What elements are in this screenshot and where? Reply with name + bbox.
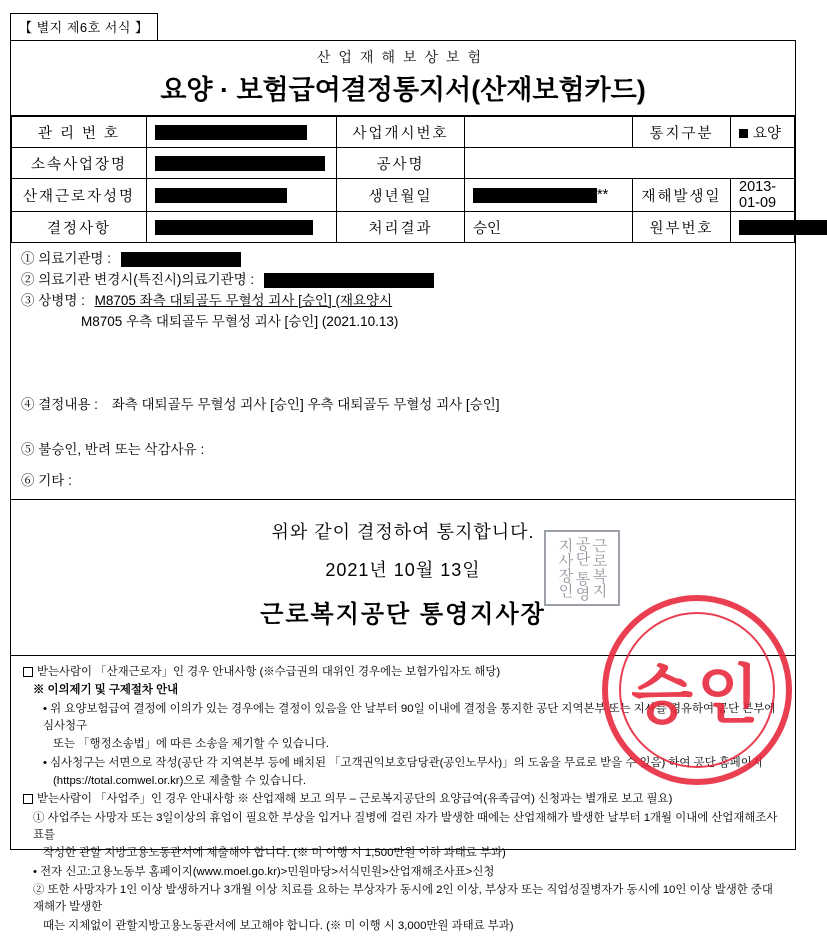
redaction-bar xyxy=(264,273,434,288)
checkbox-icon xyxy=(23,667,33,677)
detail-spacer-1 xyxy=(21,333,785,395)
label-decision-item: 결정사항 xyxy=(12,212,147,243)
redaction-bar xyxy=(155,188,287,203)
notice-line-5: • 심사청구는 서면으로 작성(공단 각 지역본부 등에 배치된 「고객권익보호담당관(공인노무사)」의 도움을 무료로 받을 수 있음) 하여 공단 홈페이지 xyxy=(43,756,763,769)
table-row xyxy=(12,212,795,243)
notice-line-9: 작성한 관할 지방고용노동관서에 제출해야 합니다. (※ 미 이행 시 1,500만원 이하 과태료 부과) xyxy=(43,847,506,860)
document-frame xyxy=(10,40,796,932)
document-title: 요양 · 보험급여결정통지서(산재보험카드) xyxy=(160,75,646,105)
detail-spacer-2 xyxy=(21,416,785,440)
checkbox-icon xyxy=(23,794,33,804)
notice-line-7 xyxy=(23,791,783,808)
detail-item-3-line2-row xyxy=(21,312,785,333)
value-worker-name xyxy=(147,179,337,212)
detail-item-1-label: ① 의료기관명 : xyxy=(21,251,111,266)
notice-section xyxy=(11,656,795,940)
label-notice-type: 통지구분 xyxy=(633,117,731,148)
label-record-no: 원부번호 xyxy=(633,212,731,243)
redaction-bar xyxy=(155,125,307,140)
filled-square-icon xyxy=(739,129,748,138)
notice-text-7: 받는사람이 「사업주」인 경우 안내사항 ※ 산업재해 보고 의무 – 근로복지공단의 요양급여(유족급여) 신청과는 별개로 보고 필요) xyxy=(37,793,673,806)
notice-line-4: 또는 「행정소송법」에 따른 소송을 제기할 수 있습니다. xyxy=(53,738,330,751)
title-zone xyxy=(11,41,795,116)
label-management-no: 관 리 번 호 xyxy=(12,117,147,148)
table-row xyxy=(12,148,795,179)
notice-line-2: ※ 이의제기 및 구제절차 안내 xyxy=(33,684,179,697)
notice-text-5: 심사청구는 서면으로 작성(공단 각 지역본부 등에 배치된 「고객권익보호담당관(공인노무사)」의 도움을 무료로 받을 수 있음) 하여 공단 홈페이지 xyxy=(50,756,763,769)
official-seal-text: 근로복지공단 통영지사장인 xyxy=(556,535,609,601)
detail-item-2 xyxy=(21,270,785,291)
value-record-no xyxy=(731,212,795,243)
value-construction-name xyxy=(465,148,795,179)
notice-line-3: • 위 요양보험급여 결정에 이의가 있는 경우에는 결정이 있음을 안 날부터 90일 이내에 결정을 통지한 공단 지역본부 또는 지사를 경유하여 공단 본부에 심사청구 xyxy=(43,702,776,732)
form-id-box: 【 별지 제6호 서식 】 xyxy=(10,13,158,41)
notice-type-text: 요양 xyxy=(753,125,782,142)
label-result: 처리결과 xyxy=(337,212,465,243)
notice-line-8: ① 사업주는 사망자 또는 3일이상의 휴업이 필요한 부상을 입거나 질병에 걸린 자가 발생한 때에는 산업재해가 발생한 날부터 1개월 이내에 산업재해조사표를 xyxy=(33,811,778,841)
notice-line-1 xyxy=(23,664,783,681)
value-result: 승인 xyxy=(465,212,633,243)
redaction-bar xyxy=(739,220,827,235)
notice-text-3: 위 요양보험급여 결정에 이의가 있는 경우에는 결정이 있음을 안 날부터 90일 이내에 결정을 통지한 공단 지역본부 또는 지사를 경유하여 공단 본부에 심사청구 xyxy=(43,702,776,732)
redaction-bar xyxy=(155,156,325,171)
label-accident-date: 재해발생일 xyxy=(633,179,731,212)
detail-item-4-value: 좌측 대퇴골두 무혈성 괴사 [승인] 우측 대퇴골두 무혈성 괴사 [승인] xyxy=(111,396,500,412)
value-notice-type xyxy=(731,117,795,148)
detail-item-3-line2: M8705 우측 대퇴골두 무혈성 괴사 [승인] (2021.10.13) xyxy=(81,313,399,329)
label-construction-name: 공사명 xyxy=(337,148,465,179)
detail-item-6 xyxy=(21,471,785,492)
notice-text-8: 사업주는 사망자 또는 3일이상의 휴업이 필요한 부상을 입거나 질병에 걸린 자가 발생한 때에는 산업재해가 발생한 날부터 1개월 이내에 산업재해조사표를 xyxy=(33,811,778,841)
decision-statement: 위와 같이 결정하여 통지합니다. xyxy=(271,522,535,542)
detail-section xyxy=(11,243,795,500)
document-subtitle: 산업재해보상보험 xyxy=(316,49,490,65)
redaction-bar xyxy=(121,252,241,267)
label-business-start-no: 사업개시번호 xyxy=(337,117,465,148)
value-decision-item xyxy=(147,212,337,243)
decision-date: 2021년 10월 13일 xyxy=(325,560,481,580)
notice-line-10: • 전자 신고:고용노동부 홈페이지(www.moel.go.kr)>민원마당>서식민원>산업재해조사표>신청 xyxy=(33,865,495,878)
redaction-bar xyxy=(473,188,597,203)
detail-spacer-3 xyxy=(21,461,785,471)
info-table xyxy=(11,116,795,243)
value-management-no xyxy=(147,117,337,148)
detail-item-4-label: ④ 결정내용 : xyxy=(21,396,98,412)
notice-text-11: 또한 사망자가 1인 이상 발생하거나 3개월 이상 치료를 요하는 부상자가 동시에 2인 이상, 부상자 또는 직업성질병자가 동시에 10인 이상 발생한 중대재해가 발생한 xyxy=(33,883,773,914)
approval-stamp-text: 승인 xyxy=(631,659,763,733)
detail-item-4 xyxy=(21,395,785,416)
detail-item-2-label: ② 의료기관 변경시(특진시)의료기관명 : xyxy=(21,271,255,287)
notice-text-10: 전자 신고:고용노동부 홈페이지(www.moel.go.kr)>민원마당>서식민원>산업재해조사표>신청 xyxy=(40,865,495,878)
table-row xyxy=(12,179,795,212)
detail-item-5 xyxy=(21,440,785,461)
label-workplace-name: 소속사업장명 xyxy=(12,148,147,179)
label-worker-name: 산재근로자성명 xyxy=(12,179,147,212)
table-row xyxy=(12,117,795,148)
value-accident-date: 2013-01-09 xyxy=(731,179,795,212)
label-birthdate: 생년월일 xyxy=(337,179,465,212)
detail-item-3 xyxy=(21,291,785,312)
value-workplace-name xyxy=(147,148,337,179)
notice-line-11: ② 또한 사망자가 1인 이상 발생하거나 3개월 이상 치료를 요하는 부상자가 동시에 2인 이상, 부상자 또는 직업성질병자가 동시에 10인 이상 발생한 중대재해가 발생한 xyxy=(33,883,773,914)
detail-item-6-label: ⑥ 기타 : xyxy=(21,472,72,488)
value-business-start-no xyxy=(465,117,633,148)
notice-line-6: (https://total.comwel.or.kr)으로 제출할 수 있습니다. xyxy=(53,774,307,787)
issuer-name: 근로복지공단 통영지사장 xyxy=(260,601,546,628)
decision-section xyxy=(11,518,795,656)
value-birthdate xyxy=(465,179,633,212)
detail-item-3-label: ③ 상병명 : xyxy=(21,292,85,308)
detail-item-3-line1: M8705 좌측 대퇴골두 무혈성 괴사 [승인] (재요양시 xyxy=(94,292,393,308)
detail-item-1 xyxy=(21,249,785,270)
detail-item-5-label: ⑤ 불승인, 반려 또는 삭감사유 : xyxy=(21,441,205,457)
redaction-bar xyxy=(155,220,313,235)
notice-text-1: 받는사람이 「산재근로자」인 경우 안내사항 (※수급권의 대위인 경우에는 보험가입자도 해당) xyxy=(37,666,501,678)
notice-line-12: 때는 지체없이 관할지방고용노동관서에 보고해야 합니다. (※ 미 이행 시 3,000만원 과태료 부과) xyxy=(43,919,514,932)
official-seal xyxy=(544,530,620,606)
birthdate-suffix: ** xyxy=(597,187,609,203)
